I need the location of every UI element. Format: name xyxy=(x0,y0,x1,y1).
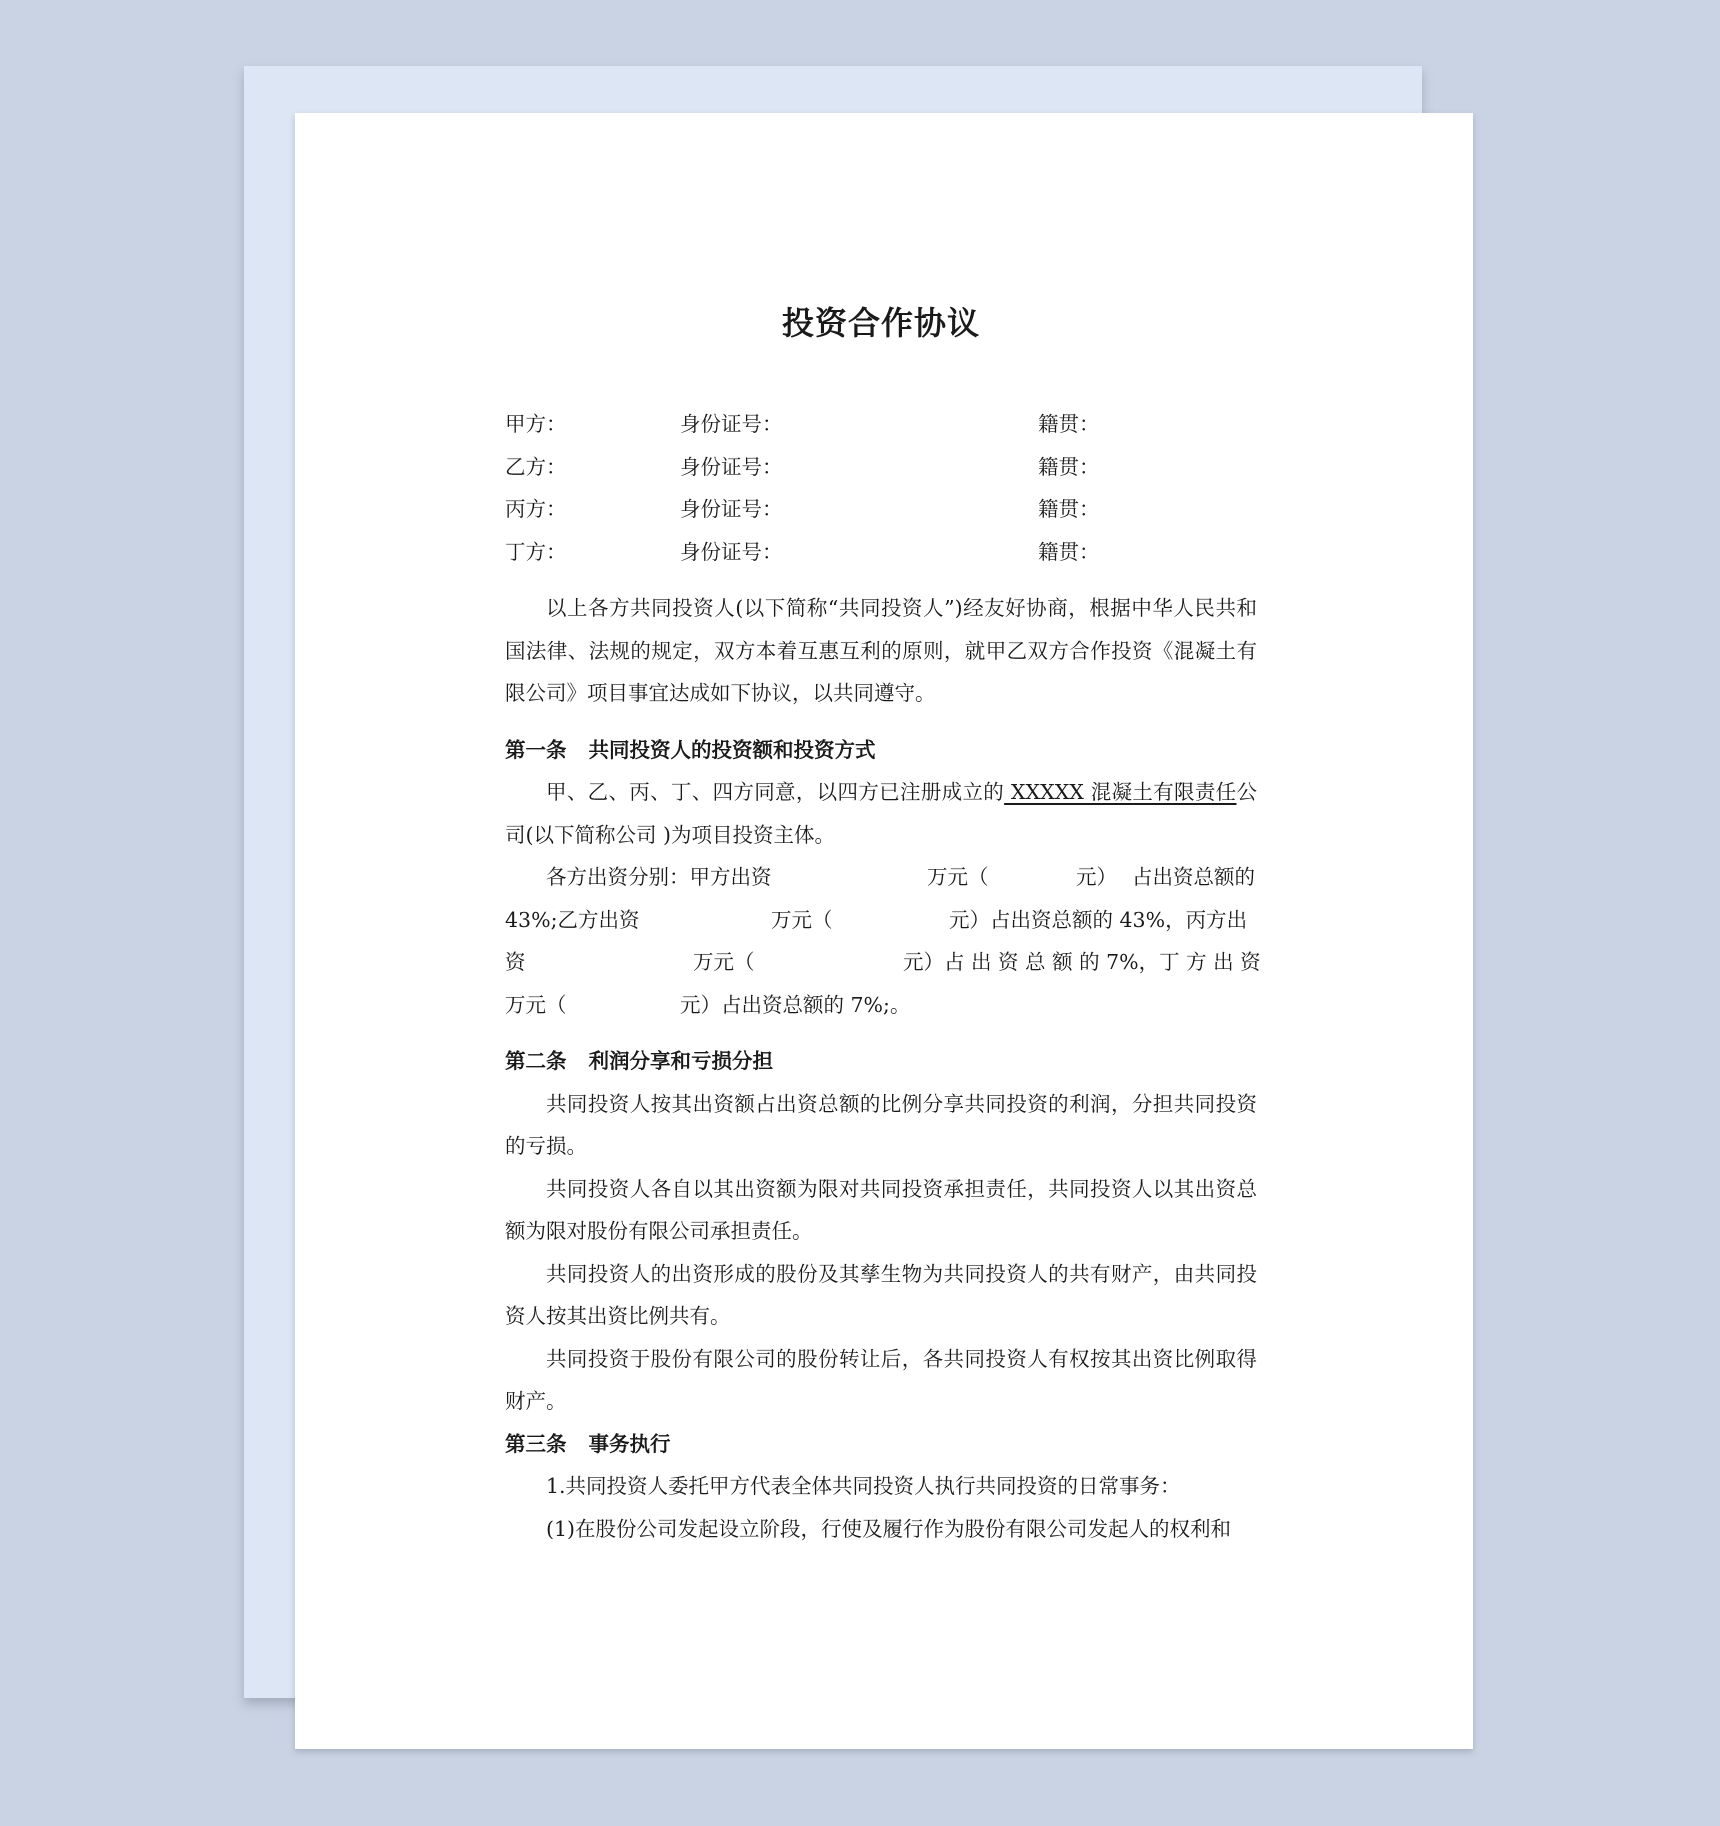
article1-p1-tail: 公司(以下简称公司 )为项目投资主体。 xyxy=(505,780,1257,847)
capital-text: 占出资总额的 xyxy=(1132,865,1255,889)
capital-text: 元）占出资总额的 7%;。 xyxy=(680,992,911,1017)
capital-text: 43%;乙方出资 xyxy=(505,907,640,932)
party-id-label: 身份证号： xyxy=(680,454,783,479)
party-name: 甲方： xyxy=(505,412,567,436)
capital-text: 万元（ xyxy=(693,950,755,974)
capital-text: 各方出资分别：甲方出资 xyxy=(546,865,772,889)
party-row-bing xyxy=(505,488,1257,531)
article2-paragraph: 共同投资人各自以其出资额为限对共同投资承担责任，共同投资人以其出资总额为限对股份有限公司承担责任。 xyxy=(505,1176,1257,1243)
capital-text: 资 xyxy=(505,950,526,974)
document-body xyxy=(505,303,1261,1550)
capital-text: 元）占 出 资 总 额 的 7%，丁 方 出 资 xyxy=(903,950,1261,974)
party-id-label: 身份证号： xyxy=(680,497,783,521)
party-row-yi xyxy=(505,446,1257,489)
capital-line-2 xyxy=(505,899,1257,942)
intro-paragraph: 以上各方共同投资人(以下简称“共同投资人”)经友好协商，根据中华人民共和国法律、法规的规定，双方本着互惠互利的原则，就甲乙双方合作投资《混凝土有限公司》项目事宜达成如下协议，以共同遵守。 xyxy=(505,596,1257,705)
article3-title: 事务执行 xyxy=(588,1431,671,1456)
article2-paragraph: 共同投资人的出资形成的股份及其孳生物为共同投资人的共有财产，由共同投资人按其出资比例共有。 xyxy=(505,1261,1257,1328)
article3-paragraph: 1.共同投资人委托甲方代表全体共同投资人执行共同投资的日常事务： xyxy=(546,1474,1181,1498)
article2-paragraph: 共同投资于股份有限公司的股份转让后，各共同投资人有权按其出资比例取得财产。 xyxy=(505,1346,1257,1413)
article2-heading xyxy=(505,1040,1257,1083)
article1-heading xyxy=(505,729,1257,772)
party-name: 丙方： xyxy=(505,497,567,521)
capital-line-4 xyxy=(505,984,1257,1027)
capital-text: 元） xyxy=(1076,865,1117,889)
party-origin-label: 籍贯： xyxy=(1038,454,1100,479)
capital-text: 万元（ xyxy=(927,865,989,889)
article1-title: 共同投资人的投资额和投资方式 xyxy=(588,737,876,762)
capital-line-1 xyxy=(505,856,1257,899)
party-origin-label: 籍贯： xyxy=(1038,412,1100,436)
party-row-ding xyxy=(505,531,1257,574)
party-id-label: 身份证号： xyxy=(680,539,783,564)
company-name: XXXXX 混凝土有限责任 xyxy=(1004,780,1237,804)
party-name: 乙方： xyxy=(505,454,567,479)
article2-number: 第二条 xyxy=(505,1049,567,1073)
article2-paragraph: 共同投资人按其出资额占出资总额的比例分享共同投资的利润，分担共同投资的亏损。 xyxy=(505,1091,1257,1158)
article1-p1-lead: 甲、乙、丙、丁、四方同意，以四方已注册成立的 xyxy=(546,780,1005,804)
capital-text: 万元（ xyxy=(771,907,833,932)
party-row-jia xyxy=(505,403,1257,446)
party-origin-label: 籍贯： xyxy=(1038,539,1100,564)
article2-title: 利润分享和亏损分担 xyxy=(588,1049,773,1073)
party-origin-label: 籍贯： xyxy=(1038,497,1100,521)
article1-number: 第一条 xyxy=(505,737,567,762)
document-page xyxy=(295,113,1473,1749)
party-name: 丁方： xyxy=(505,539,567,564)
document-title: 投资合作协议 xyxy=(781,304,980,342)
capital-line-3 xyxy=(505,941,1261,984)
capital-text: 元）占出资总额的 43%，丙方出 xyxy=(949,907,1248,932)
article3-number: 第三条 xyxy=(505,1431,567,1456)
article1-paragraph-1 xyxy=(505,771,1257,856)
capital-contribution-block xyxy=(505,856,1261,1026)
article3-heading xyxy=(505,1423,1257,1466)
article3-paragraph: (1)在股份公司发起设立阶段，行使及履行作为股份有限公司发起人的权利和 xyxy=(546,1516,1232,1541)
party-id-label: 身份证号： xyxy=(680,412,783,436)
capital-text: 万元（ xyxy=(505,992,567,1017)
